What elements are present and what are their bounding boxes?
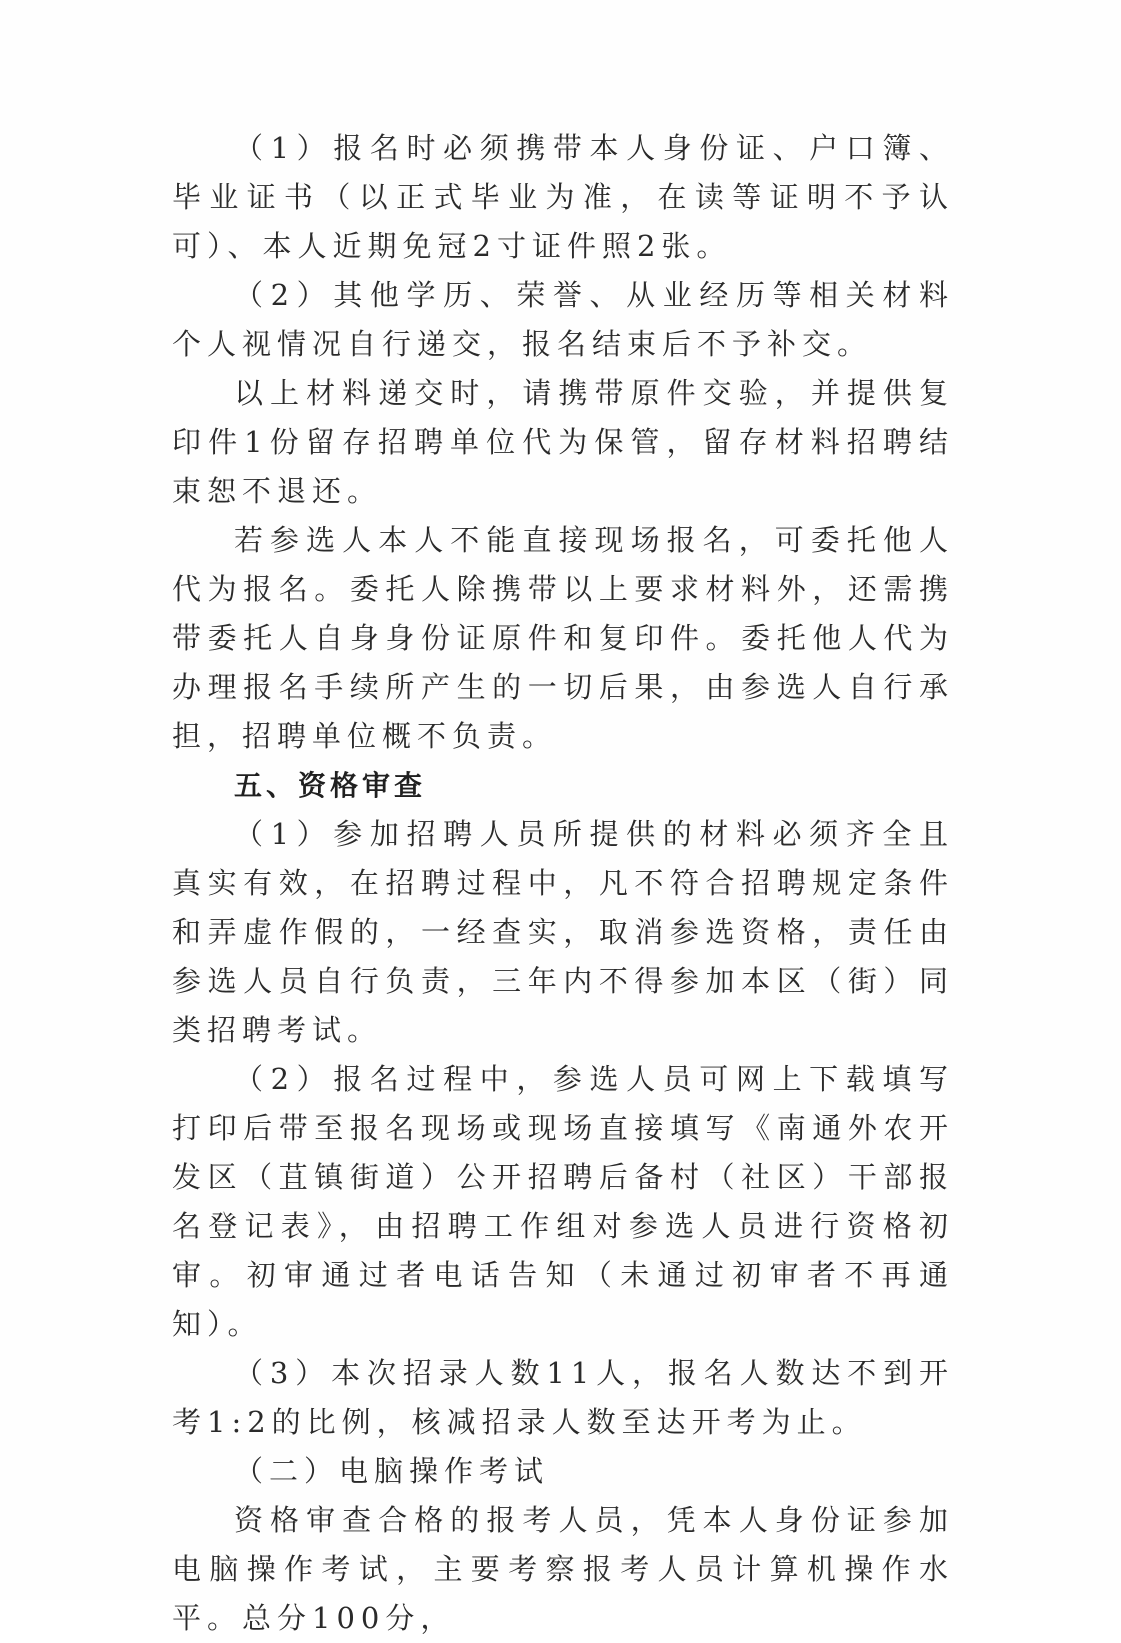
paragraph-required-documents: （1）报名时必须携带本人身份证、户口簿、毕业证书（以正式毕业为准，在读等证明不予认可）、本人近期免冠2寸证件照2张。 (172, 131, 954, 263)
paragraph-computer-exam: 资格审查合格的报考人员，凭本人身份证参加电脑操作考试，主要考察报考人员计算机操作水平。总分100分， (172, 1503, 954, 1635)
paragraph-proxy-registration: 若参选人本人不能直接现场报名，可委托他人代为报名。委托人除携带以上要求材料外，还需携带委托人自身身份证原件和复印件。委托他人代为办理报名手续所产生的一切后果，由参选人自行承担，招聘单位概不负责。 (172, 523, 954, 753)
subheading-computer-exam: （二）电脑操作考试 (234, 1454, 550, 1488)
paragraph-recruitment-quota: （3）本次招录人数11人，报名人数达不到开考1:2的比例，核减招录人数至达开考为止。 (172, 1356, 954, 1439)
paragraph-registration-process: （2）报名过程中，参选人员可网上下载填写打印后带至报名现场或现场直接填写《南通外农开发区（苴镇街道）公开招聘后备村（社区）干部报名登记表》，由招聘工作组对参选人员进行资格初审。初审通过者电话告知（未通过初审者不再通知）。 (172, 1062, 954, 1341)
paragraph-original-copies: 以上材料递交时，请携带原件交验，并提供复印件1份留存招聘单位代为保管，留存材料招聘结束恕不退还。 (172, 376, 954, 508)
paragraph-material-authenticity: （1）参加招聘人员所提供的材料必须齐全且真实有效，在招聘过程中，凡不符合招聘规定条件和弄虚作假的，一经查实，取消参选资格，责任由参选人员自行负责，三年内不得参加本区（街）同类招聘考试。 (172, 817, 954, 1047)
section-heading-qualification-review: 五、资格审查 (234, 769, 427, 802)
document-body (172, 124, 954, 1643)
paragraph-other-materials: （2）其他学历、荣誉、从业经历等相关材料个人视情况自行递交，报名结束后不予补交。 (172, 278, 954, 361)
